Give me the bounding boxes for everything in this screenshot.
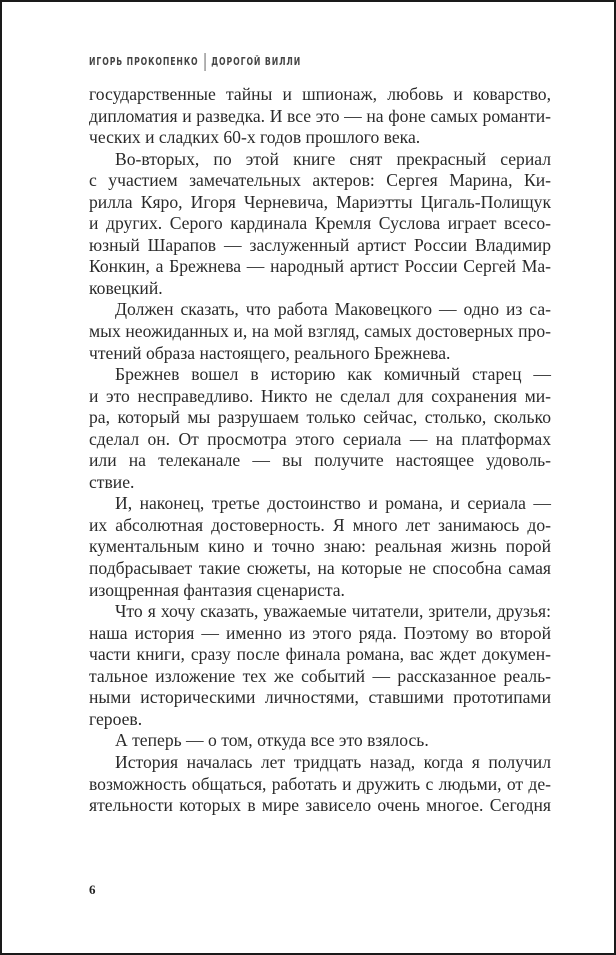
text-line: наша история — именно из этого ряда. Поэтому во второй [89,622,551,643]
paragraph [89,493,551,601]
paragraph [89,730,551,752]
text-line: ствие. [89,471,135,492]
text-line: подбрасывает такие сюжеты, на которые не способна самая [89,558,551,579]
text-line: Должен сказать, что работа Маковецкого — одно из са- [115,299,551,320]
text-line: ковецкий. [89,277,163,298]
text-line: Брежнев вошел в историю как комичный старец — [115,364,551,385]
header-book-title: ДОРОГОЙ ВИЛЛИ [211,56,302,68]
text-line: ческих и сладких 60-х годов прошлого века. [89,127,421,148]
text-line: части книги, сразу после финала романа, вас ждет докумен- [89,644,551,665]
text-line: с участием замечательных актеров: Сергея Марина, Ки- [89,170,551,191]
text-line: возможность общаться, работать и дружить с людьми, от де- [89,773,551,794]
text-line: А теперь — о том, откуда все это взялось. [115,730,429,751]
text-line: их абсолютная достоверность. Я много лет занимаюсь до- [89,514,551,535]
text-line: чтений образа настоящего, реального Брежнева. [89,342,451,363]
text-line: кументальным кино и точно знаю: реальная жизнь порой [89,536,551,557]
text-line: сделал он. От просмотра этого сериала — на платформах [89,428,551,449]
text-line: Что я хочу сказать, уважаемые читатели, зрители, друзья: [115,601,551,622]
page-body-text [89,84,551,817]
header-author: ИГОРЬ ПРОКОПЕНКО [89,56,199,68]
paragraph [89,601,551,730]
running-header [89,53,301,71]
text-line: или на телеканале — вы получите настоящее удоволь- [89,450,551,471]
text-line: изощренная фантазия сценариста. [89,579,345,600]
text-line: дипломатия и разведка. И все это — на фоне самых романти- [89,105,551,126]
text-line: и других. Серого кардинала Кремля Суслова играет всесо- [89,213,551,234]
header-separator [204,53,205,71]
text-line: ятельности которых в мире зависело очень многое. Сегодня [89,795,551,816]
text-line: Конкин, а Брежнева — народный артист России Сергей Ма- [89,256,551,277]
text-line: ными историческими личностями, ставшими прототипами [89,687,551,708]
paragraph [89,149,551,300]
text-line: И, наконец, третье достоинство и романа, и сериала — [115,493,551,514]
text-line: мых неожиданных и, на мой взгляд, самых достоверных про- [89,321,551,342]
text-line: Во-вторых, по этой книге снят прекрасный сериал [115,148,551,169]
text-line: тальное изложение тех же событий — рассказанное реаль- [89,665,551,686]
paragraph [89,84,551,149]
text-line: героев. [89,708,143,729]
text-line: юзный Шарапов — заслуженный артист России Владимир [89,234,551,255]
page-number: 6 [89,882,96,897]
paragraph [89,752,551,817]
text-line: История началась лет тридцать назад, когда я получил [115,751,551,772]
text-line: и это несправедливо. Никто не сделал для сохранения ми- [89,385,551,406]
paragraph [89,299,551,364]
paragraph [89,364,551,493]
text-line: государственные тайны и шпионаж, любовь и коварство, [89,84,551,104]
text-line: ра, который мы разрушаем только сейчас, столько, сколько [89,407,551,428]
text-line: рилла Кяро, Игоря Черневича, Мариэтты Цигаль-Полищук [89,191,551,212]
